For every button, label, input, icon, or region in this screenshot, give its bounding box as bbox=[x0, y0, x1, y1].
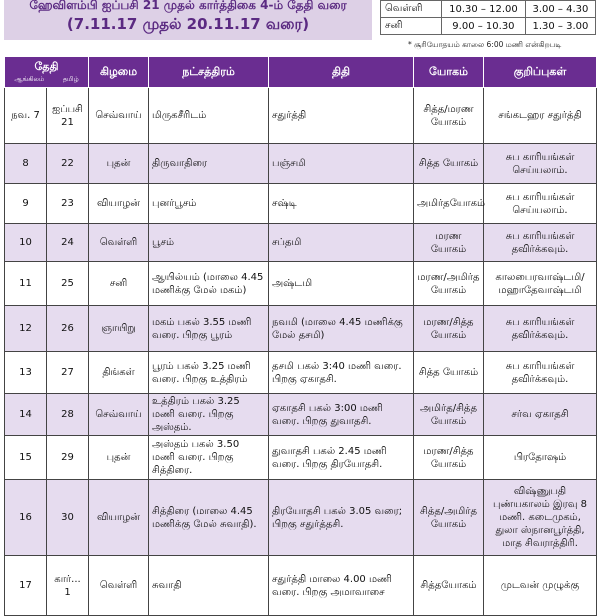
date-english-cell: 12 bbox=[5, 306, 47, 352]
yoga-cell: அமிர்தயோகம் bbox=[414, 184, 484, 224]
tithi-cell: ஏகாதசி பகல் 3:00 மணி வரை. பிறகு துவாதசி. bbox=[269, 394, 414, 436]
sunrise-note: * சூரியோதயம் காலை 6:00 மணி என்கிறபடி bbox=[408, 40, 562, 49]
yoga-cell: சித்த/மரண யோகம் bbox=[414, 88, 484, 144]
table-row bbox=[5, 436, 597, 480]
table-row bbox=[5, 556, 597, 616]
notes-cell: சுப காரியங்கள் தவிர்க்கவும். bbox=[484, 224, 597, 262]
banner-date-range: (7.11.17 முதல் 20.11.17 வரை) bbox=[66, 15, 310, 33]
notes-cell: பிரதோஷம் bbox=[484, 436, 597, 480]
notes-cell: சுப காரியங்கள் செய்யலாம். bbox=[484, 184, 597, 224]
yoga-cell: மரண/சித்த யோகம் bbox=[414, 436, 484, 480]
notes-cell: விஷ்ணுபதி புண்யகாலம் இரவு 8 மணி. கடைமுகம், துலா ஸ்நானபூர்த்தி, மாத சிவராத்திரி. bbox=[484, 480, 597, 556]
star-cell: பூசம் bbox=[149, 224, 269, 262]
date-english-cell: 15 bbox=[5, 436, 47, 480]
date-tamil-cell: 24 bbox=[47, 224, 89, 262]
day-cell: திங்கள் bbox=[89, 352, 149, 394]
date-english-cell: 10 bbox=[5, 224, 47, 262]
header-date-english: ஆங்கிலம் bbox=[14, 75, 45, 83]
yoga-cell: சித்த/அமிர்த யோகம் bbox=[414, 480, 484, 556]
yoga-cell: சித்த யோகம் bbox=[414, 144, 484, 184]
tithi-cell: சஷ்டி bbox=[269, 184, 414, 224]
date-tamil-cell: 27 bbox=[47, 352, 89, 394]
star-cell: மகம் பகல் 3.55 மணி வரை. பிறகு பூரம் bbox=[149, 306, 269, 352]
yoga-cell: சித்தயோகம் bbox=[414, 556, 484, 616]
table-row bbox=[5, 262, 597, 306]
day-cell: புதன் bbox=[89, 436, 149, 480]
star-cell: உத்திரம் பகல் 3.25 மணி வரை. பிறகு அஸ்தம். bbox=[149, 394, 269, 436]
day-cell: புதன் bbox=[89, 144, 149, 184]
day-cell: செவ்வாய் bbox=[89, 88, 149, 144]
tithi-cell: தசமி பகல் 3:40 மணி வரை. பிறகு ஏகாதசி. bbox=[269, 352, 414, 394]
table-row bbox=[5, 394, 597, 436]
table-row bbox=[5, 480, 597, 556]
header-date bbox=[5, 57, 89, 88]
date-tamil-cell: 29 bbox=[47, 436, 89, 480]
yoga-cell: மரண/சித்த யோகம் bbox=[414, 306, 484, 352]
star-cell: சுவாதி bbox=[149, 556, 269, 616]
day-cell: ஞாயிறு bbox=[89, 306, 149, 352]
star-cell: பூரம் பகல் 3.25 மணி வரை. பிறகு உத்திரம் bbox=[149, 352, 269, 394]
notes-cell: சங்கடஹர சதுர்த்தி bbox=[484, 88, 597, 144]
title-banner bbox=[4, 0, 372, 40]
yoga-cell: மரண/அமிர்த யோகம் bbox=[414, 262, 484, 306]
tithi-cell: அஷ்டமி bbox=[269, 262, 414, 306]
day-cell: வியாழன் bbox=[89, 184, 149, 224]
table-row bbox=[5, 352, 597, 394]
star-cell: புனர்பூசம் bbox=[149, 184, 269, 224]
header-star: நட்சத்திரம் bbox=[149, 57, 269, 88]
day-cell: வெள்ளி bbox=[89, 224, 149, 262]
calendar-table bbox=[4, 56, 597, 616]
date-english-cell: 14 bbox=[5, 394, 47, 436]
time-slot-1: 9.00 – 10.30 bbox=[442, 18, 526, 35]
date-english-cell: நவ. 7 bbox=[5, 88, 47, 144]
header-day: கிழமை bbox=[89, 57, 149, 88]
day-cell: சனி bbox=[89, 262, 149, 306]
date-tamil-cell: 22 bbox=[47, 144, 89, 184]
table-row bbox=[5, 306, 597, 352]
table-row bbox=[5, 184, 597, 224]
time-slot-2: 3.00 – 4.30 bbox=[525, 1, 595, 18]
date-tamil-cell: 28 bbox=[47, 394, 89, 436]
time-slot-1: 10.30 – 12.00 bbox=[442, 1, 526, 18]
notes-cell: சுப காரியங்கள் தவிர்க்கவும். bbox=[484, 352, 597, 394]
date-tamil-cell: 30 bbox=[47, 480, 89, 556]
yoga-cell: அமிர்த/சித்த யோகம் bbox=[414, 394, 484, 436]
table-row bbox=[5, 88, 597, 144]
time-row bbox=[381, 18, 596, 35]
date-english-cell: 16 bbox=[5, 480, 47, 556]
date-english-cell: 9 bbox=[5, 184, 47, 224]
time-day: வெள்ளி bbox=[381, 1, 442, 18]
day-cell: வியாழன் bbox=[89, 480, 149, 556]
date-tamil-cell: ஐப்பசி 21 bbox=[47, 88, 89, 144]
notes-cell: காலபைரவாஷ்டமி/ மஹாதேவாஷ்டமி bbox=[484, 262, 597, 306]
notes-cell: சுப காரியங்கள் செய்யலாம். bbox=[484, 144, 597, 184]
notes-cell: முடவன் முழுக்கு bbox=[484, 556, 597, 616]
yoga-cell: மரண யோகம் bbox=[414, 224, 484, 262]
star-cell: அஸ்தம் பகல் 3.50 மணி வரை. பிறகு சித்திரை. bbox=[149, 436, 269, 480]
date-english-cell: 11 bbox=[5, 262, 47, 306]
header-row bbox=[5, 57, 597, 88]
date-english-cell: 17 bbox=[5, 556, 47, 616]
day-cell: செவ்வாய் bbox=[89, 394, 149, 436]
date-tamil-cell: கார்... 1 bbox=[47, 556, 89, 616]
tithi-cell: துவாதசி பகல் 2.45 மணி வரை. பிறகு திரயோதசி. bbox=[269, 436, 414, 480]
tithi-cell: சதுர்த்தி மாலை 4.00 மணி வரை. பிறகு அமாவாசை bbox=[269, 556, 414, 616]
time-row bbox=[381, 1, 596, 18]
time-slot-2: 1.30 – 3.00 bbox=[525, 18, 595, 35]
star-cell: சித்திரை (மாலை 4.45 மணிக்கு மேல் சுவாதி). bbox=[149, 480, 269, 556]
notes-cell: சுப காரியங்கள் தவிர்க்கவும். bbox=[484, 306, 597, 352]
star-cell: ஆயில்யம் (மாலை 4.45 மணிக்கு மேல் மகம்) bbox=[149, 262, 269, 306]
tithi-cell: நவமி (மாலை 4.45 மணிக்கு மேல் தசமி) bbox=[269, 306, 414, 352]
date-tamil-cell: 26 bbox=[47, 306, 89, 352]
tithi-cell: திரயோதசி பகல் 3.05 வரை; பிறகு சதுர்த்தசி. bbox=[269, 480, 414, 556]
header-yoga: யோகம் bbox=[414, 57, 484, 88]
banner-title: ஹேவிளம்பி ஐப்பசி 21 முதல் கார்த்திகை 4-ம் தேதி வரை bbox=[29, 0, 347, 12]
tithi-cell: பஞ்சமி bbox=[269, 144, 414, 184]
date-tamil-cell: 23 bbox=[47, 184, 89, 224]
tithi-cell: சப்தமி bbox=[269, 224, 414, 262]
table-row bbox=[5, 224, 597, 262]
time-box bbox=[380, 0, 596, 35]
day-cell: வெள்ளி bbox=[89, 556, 149, 616]
header-date-label: தேதி bbox=[34, 60, 59, 73]
date-tamil-cell: 25 bbox=[47, 262, 89, 306]
date-english-cell: 8 bbox=[5, 144, 47, 184]
notes-cell: சர்வ ஏகாதசி bbox=[484, 394, 597, 436]
header-notes: குறிப்புகள் bbox=[484, 57, 597, 88]
tithi-cell: சதுர்த்தி bbox=[269, 88, 414, 144]
header-tithi: திதி bbox=[269, 57, 414, 88]
yoga-cell: சித்த யோகம் bbox=[414, 352, 484, 394]
table-row bbox=[5, 144, 597, 184]
time-day: சனி bbox=[381, 18, 442, 35]
header-date-tamil: தமிழ் bbox=[62, 75, 79, 83]
star-cell: மிருகசீரிடம் bbox=[149, 88, 269, 144]
star-cell: திருவாதிரை bbox=[149, 144, 269, 184]
date-english-cell: 13 bbox=[5, 352, 47, 394]
